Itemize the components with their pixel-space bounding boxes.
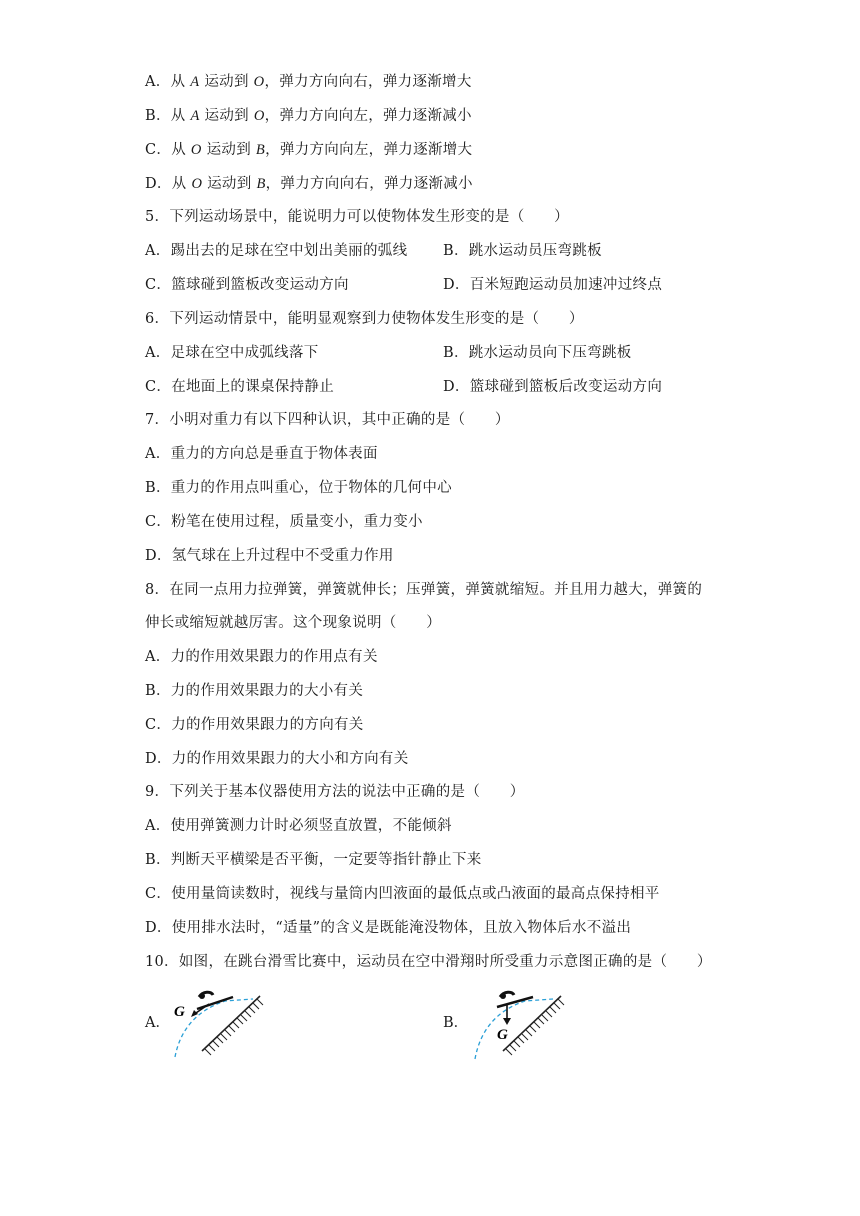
q8-option-a: A．力的作用效果跟力的作用点有关	[145, 649, 378, 665]
q4-option-b: B．从 A 运动到 O，弹力方向向左，弹力逐渐减小	[145, 108, 472, 124]
q10-option-b-label: B．	[443, 1015, 469, 1031]
force-label-g: G	[174, 1004, 185, 1020]
q9-stem: 9．下列关于基本仪器使用方法的说法中正确的是（ ）	[145, 784, 525, 800]
gravity-arrow-icon	[191, 1004, 209, 1017]
force-label-g: G	[497, 1027, 508, 1043]
q4-option-d: D．从 O 运动到 B，弹力方向向右，弹力逐渐减小	[145, 176, 473, 192]
q8-option-c: C．力的作用效果跟力的方向有关	[145, 717, 364, 733]
flight-path	[475, 999, 553, 1059]
q5-option-b: B．跳水运动员压弯跳板	[443, 243, 602, 259]
q7-option-b: B．重力的作用点叫重心，位于物体的几何中心	[145, 480, 452, 496]
q9-option-a: A．使用弹簧测力计时必须竖直放置，不能倾斜	[145, 818, 452, 834]
q4-option-c: C．从 O 运动到 B，弹力方向向左，弹力逐渐增大	[145, 142, 473, 158]
q8-option-b: B．力的作用效果跟力的大小有关	[145, 683, 364, 699]
q8-option-d: D．力的作用效果跟力的大小和方向有关	[145, 751, 409, 767]
q7-option-c: C．粉笔在使用过程，质量变小，重力变小	[145, 514, 423, 530]
ski-slope	[503, 996, 564, 1055]
skier-icon	[197, 992, 233, 1009]
q8-stem-line1: 8．在同一点用力拉弹簧，弹簧就伸长；压弹簧，弹簧就缩短。并且用力越大，弹簧的	[145, 582, 703, 598]
q8-stem-line2: 伸长或缩短就越厉害。这个现象说明（ ）	[145, 615, 441, 631]
q6-option-b: B．跳水运动员向下压弯跳板	[443, 345, 632, 361]
q4-option-a: A．从 A 运动到 O，弹力方向向右，弹力逐渐增大	[145, 74, 472, 90]
q9-option-c: C．使用量筒读数时，视线与量筒内凹液面的最低点或凸液面的最高点保持相平	[145, 886, 660, 902]
q6-stem: 6．下列运动情景中，能明显观察到力使物体发生形变的是（ ）	[145, 311, 584, 327]
q5-option-c: C．篮球碰到篮板改变运动方向	[145, 277, 349, 293]
q10-stem: 10．如图，在跳台滑雪比赛中，运动员在空中滑翔时所受重力示意图正确的是（ ）	[145, 954, 712, 970]
q7-option-d: D．氢气球在上升过程中不受重力作用	[145, 548, 394, 564]
q7-option-a: A．重力的方向总是垂直于物体表面	[145, 446, 378, 462]
q6-option-c: C．在地面上的课桌保持静止	[145, 379, 334, 395]
q7-stem: 7．小明对重力有以下四种认识，其中正确的是（ ）	[145, 412, 510, 428]
q10-option-a-label: A．	[145, 1015, 170, 1031]
q6-option-d: D．篮球碰到篮板后改变运动方向	[443, 379, 663, 395]
q9-option-b: B．判断天平横梁是否平衡，一定要等指针静止下来	[145, 852, 482, 868]
q9-option-d: D．使用排水法时，“适量”的含义是既能淹没物体，且放入物体后水不溢出	[145, 920, 632, 936]
q6-option-a: A．足球在空中成弧线落下	[145, 345, 319, 361]
flight-path	[175, 999, 253, 1057]
q5-stem: 5．下列运动场景中，能说明力可以使物体发生形变的是（ ）	[145, 209, 569, 225]
q5-option-a: A．踢出去的足球在空中划出美丽的弧线	[145, 243, 408, 259]
q10-figure-a	[165, 985, 275, 1060]
q10-figure-b	[463, 985, 573, 1060]
q5-option-d: D．百米短跑运动员加速冲过终点	[443, 277, 663, 293]
